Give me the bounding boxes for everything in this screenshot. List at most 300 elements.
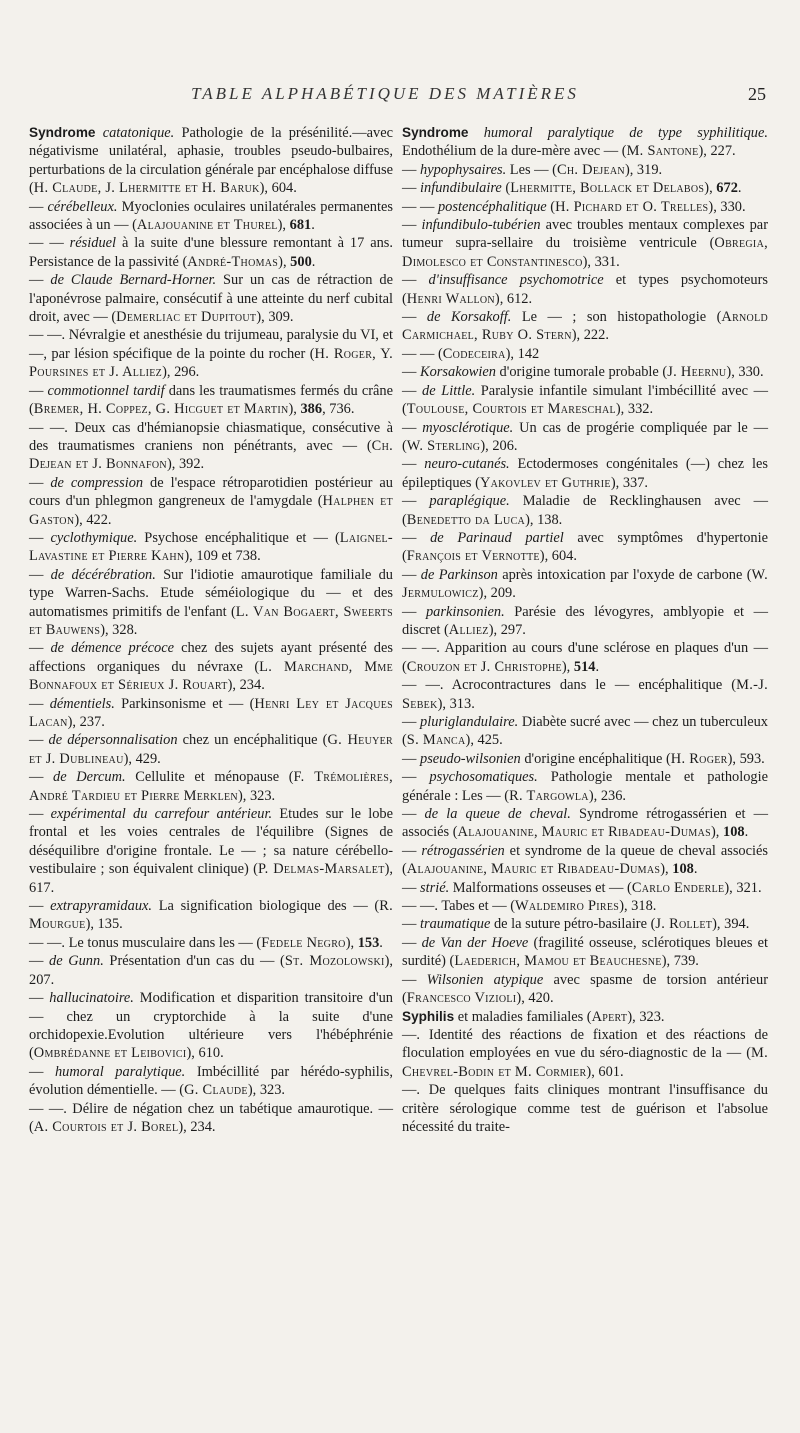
dash-prefix: — — — [29, 235, 70, 252]
entry-text: Myoclonies oculaires unilatérales permanentes associées à un — ( — [29, 198, 393, 234]
index-subentry — [402, 750, 768, 768]
dash-prefix: — —. — [402, 898, 442, 915]
entry-text: De quelques faits cliniques montrant l'insuffisance du critère sérologique comme test de guérison et l'absolue nécessité du traite- — [402, 1082, 768, 1135]
entry-text: après intoxication par l'oxyde de carbone ( — [497, 566, 752, 583]
index-subentry — [402, 603, 768, 640]
dash-prefix: — — [29, 474, 51, 491]
page-ref: ), — [345, 934, 358, 951]
entry-text: Endothélium de la dure-mère avec — ( — [402, 143, 627, 160]
index-subentry — [402, 363, 768, 381]
author-names: W. Sterling — [406, 437, 481, 454]
index-subentry — [402, 271, 768, 308]
index-subentry — [29, 1100, 393, 1137]
entry-term: Wilsonien atypique — [426, 971, 544, 988]
entry-term: de Korsakoff. — [426, 309, 512, 326]
bold-page-ref: 108 — [672, 861, 694, 878]
author-names: Apert — [591, 1008, 628, 1025]
index-subentry — [402, 897, 768, 915]
author-names: Lhermitte, Bollack et Delabos — [510, 180, 705, 197]
author-names: Laignel-Lavastine et Pierre Kahn — [29, 529, 393, 565]
entry-term: postencéphalitique — [437, 198, 547, 215]
index-subentry — [29, 952, 393, 989]
entry-term: pseudo-wilsonien — [420, 750, 521, 767]
page-ref: ), — [660, 861, 673, 878]
dash-prefix: —. — [402, 1082, 429, 1099]
page-number: 25 — [748, 84, 766, 104]
entry-end: . — [693, 861, 698, 878]
author-names: Obregia, Dimolesco et Constantinesco — [402, 235, 768, 270]
entry-term: strié. — [420, 879, 450, 896]
dash-prefix: — — [402, 603, 426, 620]
index-subentry — [29, 234, 393, 271]
index-entry — [402, 1008, 768, 1026]
entry-term: cyclothymique. — [50, 529, 138, 546]
index-subentry — [402, 768, 768, 805]
bold-page-ref: 681 — [289, 217, 312, 234]
author-names: Carlo Enderle — [631, 879, 725, 896]
index-subentry — [29, 198, 393, 235]
index-subentry — [29, 529, 393, 566]
index-subentry — [402, 879, 768, 897]
author-names: H. Pichard et O. Trelles — [555, 198, 709, 215]
index-subentry — [402, 179, 768, 197]
dash-prefix: — — [402, 364, 420, 381]
index-subentry — [402, 382, 768, 419]
dash-prefix: — — [402, 419, 423, 436]
entry-term: extrapyramidaux. — [50, 898, 153, 915]
entry-text: Pathologie de la présénilité.—avec négativisme unilatéral, aphasie, troubles pseudo-bulbaires, perturbations de la circulation générale par encéphalose diffuse ( — [29, 125, 393, 197]
author-names: R. Targowla — [509, 787, 589, 804]
page-ref: ), 319. — [624, 161, 663, 178]
author-names: Francesco Vizioli — [406, 990, 517, 1007]
author-names: H. Claude, J. Lhermitte et H. Baruk — [33, 180, 260, 197]
dash-prefix: — — [402, 161, 420, 178]
author-names: Alajouanine et Thurel — [136, 217, 278, 234]
dash-prefix: — — [402, 180, 420, 197]
entry-text: ( — [501, 180, 511, 197]
author-names: Alliez — [448, 621, 489, 638]
page-ref: ), 601. — [586, 1063, 624, 1080]
entry-text: Le — ; son histopathologie ( — [511, 309, 722, 326]
index-subentry — [29, 897, 393, 934]
dash-prefix: — — [29, 529, 51, 546]
entry-end: . — [311, 253, 316, 270]
entry-text: Apparition au cours d'une sclérose en plaques d'un — ( — [402, 640, 768, 675]
page-ref: ), — [561, 658, 574, 675]
page-ref: ), 337. — [610, 474, 648, 491]
index-subentry — [402, 455, 768, 492]
author-names: R. Mourgue — [29, 898, 393, 933]
entry-text: dans les traumatismes fermés du crâne ( — [29, 382, 393, 418]
entry-end: . — [744, 824, 749, 841]
index-subentry — [402, 713, 768, 750]
dash-prefix: — — [29, 769, 53, 786]
entry-term: de démence précoce — [50, 640, 175, 657]
index-subentry — [29, 934, 393, 952]
page-ref: ), 109 et 738. — [184, 548, 261, 565]
author-names: Ombrédanne et Leibovici — [33, 1045, 187, 1062]
author-names: H. Roger — [670, 750, 728, 767]
entry-term: parkinsonien. — [425, 603, 505, 620]
index-subentry — [29, 474, 393, 529]
author-names: François et Vernotte — [406, 548, 540, 565]
entry-term: pluriglandulaire. — [420, 714, 519, 730]
entry-text: Le tonus musculaire dans les — ( — [68, 934, 262, 951]
entry-text: de la suture pétro-basilaire ( — [490, 916, 656, 933]
entry-text: avec spasme de torsion antérieur ( — [402, 971, 768, 1007]
author-names: Bremer, H. Coppez, G. Hicguet et Martin — [33, 401, 289, 418]
author-names: H. Roger, Y. Poursines et J. Alliez — [29, 345, 393, 381]
page-ref: ), 331. — [582, 253, 620, 270]
entry-text: ( — [437, 345, 443, 362]
entry-text: Les — ( — [506, 161, 557, 178]
entry-text: Diabète sucré avec — chez un tuberculeux ( — [402, 714, 768, 749]
dash-prefix: — — [29, 953, 50, 970]
entry-text: Névralgie et anesthésie du trijumeau, paralysie du VI, et —, par lésion spécifique de la pointe du rocher ( — [29, 327, 393, 362]
author-names: M.-J. Sebek — [402, 677, 768, 712]
entry-text: de l'espace rétroparotidien postérieur au cours d'un phlegmon gangreneux de l'amygdale ( — [29, 474, 393, 510]
page-ref: ), 321. — [724, 879, 762, 896]
author-names: Fedele Negro — [261, 934, 346, 951]
page-ref: ), 429. — [123, 750, 161, 767]
entry-end: . — [737, 180, 742, 197]
entry-term: cérébelleux. — [47, 198, 118, 215]
dash-prefix: — — [29, 806, 51, 823]
index-subentry — [29, 731, 393, 768]
dash-prefix: — —. — [29, 934, 69, 951]
dash-prefix: — — [402, 456, 425, 473]
entry-text: Etudes sur le lobe frontal et les voies centrales de l'équilibre (Signes de déséquilibre d'origine frontale. Le — ; sa nature cérébello-vestibulaire ; son équivalent clinique) ( — [29, 806, 393, 878]
entry-text: ( — [546, 198, 556, 215]
entry-end: . — [379, 934, 383, 951]
page-ref: ), 323. — [627, 1008, 665, 1025]
entry-text: Modification et disparition transitoire d'un — chez un cryptorchide à la suite d'une orchidopexie.Evolution ultérieure vers l'hébéphrénie ( — [29, 990, 393, 1062]
page-ref: ), 318. — [619, 898, 657, 915]
entry-text: et maladies familiales ( — [457, 1008, 592, 1025]
index-subentry — [29, 566, 393, 640]
left-column — [29, 124, 393, 1136]
dash-prefix: — — [402, 217, 422, 234]
entry-text: Sur l'idiotie amaurotique familiale du type Warren-Sachs. Etude séméiologique du — et des automatismes primitifs de l'enfant ( — [29, 566, 393, 620]
page-ref: ), 207. — [29, 953, 393, 988]
author-names: A. Courtois et J. Borel — [33, 1118, 179, 1135]
page-ref: ), — [278, 253, 291, 270]
dash-prefix: — — [402, 879, 420, 896]
page-ref: ), 323. — [237, 787, 276, 804]
entry-term: de Parkinson — [420, 566, 498, 583]
author-names: W. Jermulowicz — [402, 566, 768, 602]
dash-prefix: — —. — [402, 640, 445, 657]
author-names: André-Thomas — [187, 253, 279, 270]
entry-text: Parésie des lévogyres, amblyopie et — discret ( — [402, 603, 768, 638]
page-ref: ), 236. — [588, 787, 626, 804]
dash-prefix: — — [29, 898, 51, 915]
index-subentry — [402, 566, 768, 603]
entry-text: Imbécillité par hérédo-syphilis, évolution démentielle. — ( — [29, 1063, 393, 1099]
entry-term: Korsakowien — [420, 364, 496, 381]
index-subentry — [29, 695, 393, 732]
dash-prefix: — — [402, 934, 422, 951]
index-subentry — [402, 934, 768, 971]
index-subentry — [29, 805, 393, 897]
index-entry — [29, 124, 393, 198]
entry-term: de décérébration. — [50, 566, 156, 583]
dash-prefix: — — [29, 732, 49, 749]
page-ref: ), 330. — [726, 364, 764, 381]
page-ref: ), 222. — [571, 327, 609, 344]
page-ref: ), 227. — [698, 143, 736, 160]
author-names: Henri Ley et Jacques Lacan — [29, 695, 393, 730]
author-names: F. Trémolières, André Tardieu et Pierre Merklen — [29, 769, 393, 804]
dash-prefix: — — — [402, 345, 438, 362]
entry-term: psychosomatiques. — [429, 769, 538, 786]
index-subentry — [402, 805, 768, 842]
page-ref: ), 394. — [712, 916, 750, 933]
entry-text: d'origine encéphalitique ( — [520, 750, 671, 767]
right-column — [402, 124, 768, 1136]
index-subentry — [402, 639, 768, 676]
entry-text: Paralysie infantile simulant l'imbécillité avec — ( — [402, 382, 768, 418]
index-subentry — [402, 676, 768, 713]
author-names: M. Santone — [626, 143, 699, 160]
entry-term: humoral paralytique de type syphilitique. — [483, 125, 768, 141]
entry-text: Présentation d'un cas du — ( — [103, 953, 285, 970]
entry-heading: Syndrome — [402, 125, 469, 140]
page-ref: ), 332. — [615, 401, 654, 418]
page-ref: ), 206. — [480, 437, 518, 454]
entry-end: . — [311, 217, 315, 234]
entry-text: Pathologie mentale et pathologie générale : Les — ( — [402, 769, 768, 804]
dash-prefix: — — [29, 272, 51, 289]
entry-text: d'origine tumorale probable ( — [495, 364, 668, 381]
dash-prefix: — — [29, 198, 48, 215]
author-names: S. Manca — [406, 732, 466, 749]
bold-page-ref: 386 — [300, 401, 323, 418]
index-subentry — [29, 271, 393, 326]
entry-text: Deux cas d'hémianopsie chiasmatique, consécutive à des traumatismes craniens non pénétrants, avec — ( — [29, 419, 394, 454]
author-names: Ch. Dejean — [556, 161, 625, 178]
entry-text: Tabes et — ( — [441, 898, 516, 915]
page-ref: ), 323. — [247, 1082, 286, 1099]
page-ref: ), 297. — [488, 621, 526, 638]
page-ref: ), 593. — [727, 750, 765, 767]
dash-prefix: — — [402, 566, 421, 583]
entry-text: Ectodermoses congénitales (—) chez les épileptiques ( — [402, 456, 768, 491]
index-subentry — [402, 1081, 768, 1136]
entry-text: Acrocontractures dans le — encéphalitique ( — [451, 677, 737, 694]
entry-term: humoral paralytique. — [54, 1063, 186, 1080]
entry-text: La signification biologique des — ( — [152, 898, 380, 915]
page-ref: ), 610. — [186, 1045, 224, 1062]
entry-text: Un cas de progérie compliquée par le — ( — [402, 419, 768, 454]
dash-prefix: — —. — [29, 327, 69, 344]
index-subentry — [29, 989, 393, 1063]
entry-text: à la suite d'une blessure remontant à 17 ans. Persistance de la passivité ( — [29, 235, 393, 270]
page-ref: ), 313. — [437, 695, 475, 712]
entry-term: démentiels. — [49, 695, 115, 712]
entry-text: chez un encéphalitique ( — [177, 732, 328, 749]
entry-term: hallucinatoire. — [49, 990, 134, 1007]
index-subentry — [402, 345, 768, 363]
entry-text: Psychose encéphalitique et — ( — [137, 529, 340, 546]
author-names: Arnold Carmichael, Ruby O. Stern — [402, 309, 769, 344]
page-ref: ), 739. — [661, 953, 699, 970]
author-names: Alajouanine, Mauric et Ribadeau-Dumas — [457, 824, 711, 841]
index-subentry — [29, 768, 393, 805]
index-subentry — [402, 198, 768, 216]
entry-term: expérimental du carrefour antérieur. — [50, 806, 273, 823]
dash-prefix: — — [29, 640, 51, 657]
index-subentry — [29, 639, 393, 694]
author-names: J. Heernu — [667, 364, 727, 381]
running-title: TABLE ALPHABÉTIQUE DES MATIÈRES — [191, 84, 579, 103]
entry-term: paraplégique. — [429, 493, 510, 510]
entry-text: Cellulite et ménopause ( — [125, 769, 294, 786]
page-ref: ), 296. — [162, 364, 200, 381]
dash-prefix: — — [402, 806, 425, 823]
entry-text: avec symptômes d'hypertonie ( — [402, 529, 768, 565]
entry-term: de Gunn. — [49, 953, 104, 970]
entry-term: de Van der Hoeve — [421, 934, 529, 951]
index-subentry — [29, 326, 393, 381]
index-subentry — [402, 915, 768, 933]
author-names: Demerliac et Dupitout — [116, 309, 257, 326]
author-names: G. Heuyer et J. Dublineau — [29, 732, 393, 767]
index-subentry — [29, 419, 393, 474]
dash-prefix: — — [29, 695, 50, 712]
entry-end: , 736. — [322, 401, 355, 418]
entry-text: Maladie de Recklinghausen avec — ( — [402, 493, 768, 528]
index-subentry — [29, 1063, 393, 1100]
entry-text: avec troubles mentaux complexes par tumeur supra-sellaire du troisième ventricule ( — [402, 217, 768, 252]
page-ref: ), 237. — [67, 714, 105, 730]
page-ref: ), 612. — [494, 290, 533, 307]
index-subentry — [402, 1026, 768, 1081]
dash-prefix: — — [402, 529, 431, 546]
entry-term: myosclérotique. — [422, 419, 514, 436]
bold-page-ref: 108 — [723, 824, 745, 841]
entry-term: infundibulaire — [420, 180, 502, 197]
dash-prefix: — —. — [402, 677, 452, 694]
author-names: G. Claude — [184, 1082, 248, 1099]
dash-prefix: — — [402, 382, 422, 399]
dash-prefix: — — [29, 566, 51, 583]
running-head — [0, 84, 800, 114]
author-names: Laederich, Mamou et Beauchesne — [454, 953, 662, 970]
page-ref: ), 135. — [85, 916, 123, 933]
entry-term: traumatique — [420, 916, 491, 933]
page-ref: ), — [288, 401, 301, 418]
entry-text: Malformations osseuses et — ( — [449, 879, 632, 896]
entry-heading: Syphilis — [402, 1008, 455, 1024]
page-ref: ), — [711, 824, 723, 841]
entry-term: infundibulo-tubérien — [421, 217, 541, 234]
page-ref: ), 617. — [29, 861, 393, 896]
index-subentry — [402, 529, 768, 566]
page-ref: ), 604. — [539, 548, 577, 565]
bold-page-ref: 153 — [357, 934, 380, 951]
page-ref: ), 392. — [166, 456, 205, 473]
dash-prefix: — — [29, 990, 50, 1007]
page-ref: ), — [704, 180, 717, 197]
dash-prefix: — — [402, 272, 429, 289]
entry-term: de Little. — [422, 382, 476, 399]
author-names: Ch. Dejean et J. Bonnafon — [29, 437, 393, 473]
entry-text: Sur un cas de rétraction de l'aponévrose palmaire, consécutif à une atteinte du nerf cubital droit, avec — ( — [29, 272, 393, 326]
entry-text: et types psychomoteurs ( — [402, 272, 768, 307]
dash-prefix: — — [402, 493, 430, 510]
entry-term: de Claude Bernard-Horner. — [50, 272, 217, 289]
author-names: L. Marchand, Mme Bonnafoux et Sérieux J. Rouart — [29, 658, 393, 694]
dash-prefix: — — [402, 309, 427, 326]
index-subentry — [402, 419, 768, 456]
author-names: Toulouse, Courtois et Mareschal — [406, 401, 616, 418]
author-names: L. Van Bogaert, Sweerts et Bauwens — [29, 603, 394, 638]
author-names: M. Chevrel-Bodin et M. Cormier — [402, 1045, 768, 1080]
page-ref: ), 209. — [478, 585, 516, 602]
dash-prefix: — — [402, 971, 427, 988]
entry-term: de Dercum. — [53, 769, 126, 786]
entry-text: Syndrome rétrogassérien et — associés ( — [402, 806, 768, 841]
page-ref: ), 422. — [74, 511, 112, 528]
dash-prefix: — — [29, 382, 48, 399]
dash-prefix: — —. — [29, 419, 75, 436]
index-subentry — [402, 161, 768, 179]
entry-term: de dépersonnalisation — [48, 732, 178, 749]
page-ref: ), 309. — [256, 309, 294, 326]
entry-term: rétrogassérien — [421, 842, 505, 859]
entry-term: de Parinaud partiel — [430, 529, 564, 546]
dash-prefix: — —. — [29, 1100, 73, 1117]
index-subentry — [402, 842, 768, 879]
dash-prefix: —. — [402, 1026, 429, 1043]
author-names: Henri Wallon — [406, 290, 495, 307]
dash-prefix: — — [29, 1063, 55, 1080]
page-ref: ), 234. — [178, 1118, 216, 1135]
page-ref: ), 138. — [525, 511, 563, 528]
author-names: Crouzon et J. Christophe — [406, 658, 562, 675]
index-subentry — [402, 492, 768, 529]
author-names: Yakovlev et Guthrie — [479, 474, 611, 491]
page-ref: ), 328. — [100, 621, 138, 638]
entry-term: résiduel — [69, 235, 117, 252]
entry-term: d'insuffisance psychomotrice — [428, 272, 604, 289]
entry-text: Parkinsonisme et — ( — [114, 695, 255, 712]
entry-text: Délire de négation chez un tabétique amaurotique. — ( — [29, 1100, 393, 1135]
author-names: Waldemiro Pires — [515, 898, 620, 915]
author-names: P. Delmas-Marsalet — [257, 861, 385, 878]
entry-text: et syndrome de la queue de cheval associés ( — [402, 842, 768, 878]
author-names: Benedetto da Luca — [406, 511, 526, 528]
entry-term: catatonique. — [102, 125, 175, 141]
bold-page-ref: 672 — [716, 180, 738, 197]
page-ref: ), — [277, 217, 290, 234]
entry-term: de compression — [50, 474, 144, 491]
page-ref: ), 142 — [505, 345, 540, 362]
author-names: J. Rollet — [655, 916, 713, 933]
page-ref: ), 234. — [227, 677, 265, 694]
page-ref: ), 604. — [259, 180, 297, 197]
index-subentry — [402, 308, 768, 345]
author-names: Alajouanine, Mauric et Ribadeau-Dumas — [406, 861, 661, 878]
page-ref: ), 425. — [465, 732, 503, 749]
dash-prefix: — — [402, 750, 420, 767]
author-names: Halphen et Gaston — [29, 493, 393, 528]
index-subentry — [29, 382, 393, 419]
entry-text: chez des sujets ayant présenté des affections organiques du névraxe ( — [29, 640, 393, 675]
index-subentry — [402, 971, 768, 1008]
entry-term: neuro-cutanés. — [424, 456, 510, 473]
